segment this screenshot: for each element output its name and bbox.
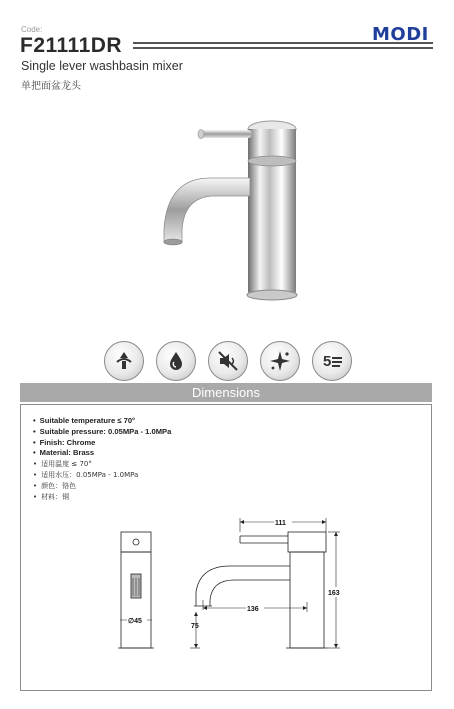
dimensions-section-title: Dimensions xyxy=(20,383,432,402)
spec-item: • Finish: Chrome xyxy=(33,438,171,449)
dimension-spout-reach: 136 xyxy=(247,606,259,613)
product-subtitle-chinese: 单把面盆龙头 xyxy=(21,81,81,92)
technical-drawing xyxy=(100,512,360,662)
faucet-product-image xyxy=(140,110,320,310)
front-view-body xyxy=(121,552,151,648)
sparkle-clean-icon xyxy=(260,341,300,381)
spec-item: • Material: Brass xyxy=(33,448,171,459)
dimension-spout-height: 75 xyxy=(191,623,199,630)
spec-item: • Suitable temperature ≤ 70° xyxy=(33,416,171,427)
five-year-warranty-icon xyxy=(312,341,352,381)
dimension-total-height: 163 xyxy=(328,590,340,597)
water-drop-icon xyxy=(156,341,196,381)
spec-item: • 适用温度 ≤ 70° xyxy=(33,459,171,470)
front-view-lever-hub xyxy=(133,539,139,545)
spec-item: • Suitable pressure: 0.05MPa - 1.0MPa xyxy=(33,427,171,438)
spec-item: • 材料：铜 xyxy=(33,492,171,503)
specifications-list xyxy=(33,416,171,502)
side-view-body xyxy=(290,552,324,648)
side-view-cap xyxy=(288,532,326,552)
noise-free-icon xyxy=(208,341,248,381)
product-subtitle-english: Single lever washbasin mixer xyxy=(21,59,183,73)
dimension-top-width: 111 xyxy=(275,520,286,527)
product-code: F21111DR xyxy=(20,34,123,57)
svg-text:5: 5 xyxy=(323,353,332,370)
brand-logo: MODI xyxy=(372,24,429,45)
feature-badges xyxy=(104,341,352,381)
dimension-base-diameter: ∅45 xyxy=(128,618,142,625)
side-view-spout xyxy=(196,566,290,606)
water-saving-flow-icon xyxy=(104,341,144,381)
code-label: Code: xyxy=(21,25,43,34)
spec-item: • 适用水压：0.05MPa - 1.0MPa xyxy=(33,470,171,481)
spec-item: • 颜色：铬色 xyxy=(33,481,171,492)
front-view-cap xyxy=(121,532,151,552)
